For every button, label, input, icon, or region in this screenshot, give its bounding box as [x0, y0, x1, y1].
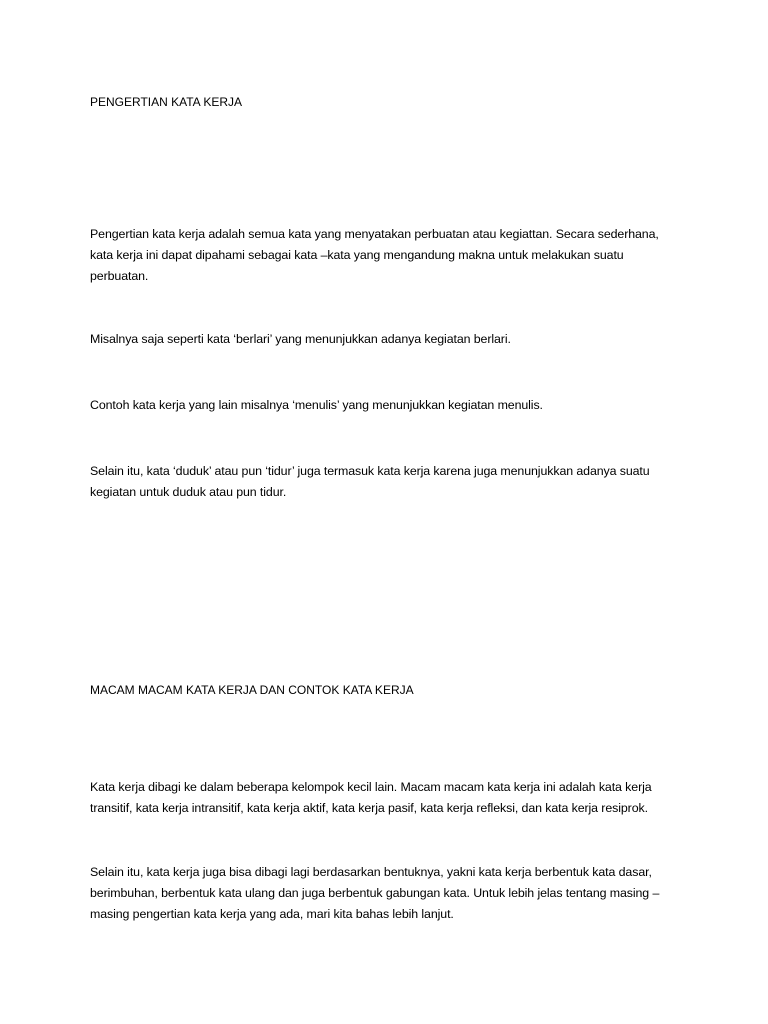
- paragraph-example-duduk-tidur: Selain itu, kata ‘duduk’ atau pun ‘tidur’ juga termasuk kata kerja karena juga menunjukkan adanya suatu kegiatan untuk duduk atau pun tidur.: [90, 464, 650, 499]
- paragraph-forms: Selain itu, kata kerja juga bisa dibagi lagi berdasarkan bentuknya, yakni kata kerja berbentuk kata dasar, berimbuhan, berbentuk kata ulang dan juga berbentuk gabungan kata. Untuk lebih jelas tentang masing – masing pengertian kata kerja yang ada, mari kita bahas lebih lanjut.: [90, 865, 660, 921]
- paragraph-example-menulis: Contoh kata kerja yang lain misalnya ‘menulis’ yang menunjukkan kegiatan menulis.: [90, 398, 543, 412]
- paragraph-example-berlari: Misalnya saja seperti kata ‘berlari’ yang menunjukkan adanya kegiatan berlari.: [90, 332, 511, 346]
- paragraph-definition: Pengertian kata kerja adalah semua kata yang menyatakan perbuatan atau kegiattan. Secara sederhana, kata kerja ini dapat dipahami sebagai kata –kata yang mengandung makna untuk melakukan suatu perbuatan.: [90, 227, 659, 283]
- section-heading-pengertian: PENGERTIAN KATA KERJA: [90, 95, 243, 109]
- paragraph-kinds: Kata kerja dibagi ke dalam beberapa kelompok kecil lain. Macam macam kata kerja ini adalah kata kerja transitif, kata kerja intransitif, kata kerja aktif, kata kerja pasif, kata kerja refleksi, dan kata kerja resiprok.: [90, 780, 652, 815]
- section-heading-macam: MACAM MACAM KATA KERJA DAN CONTOK KATA KERJA: [90, 683, 414, 697]
